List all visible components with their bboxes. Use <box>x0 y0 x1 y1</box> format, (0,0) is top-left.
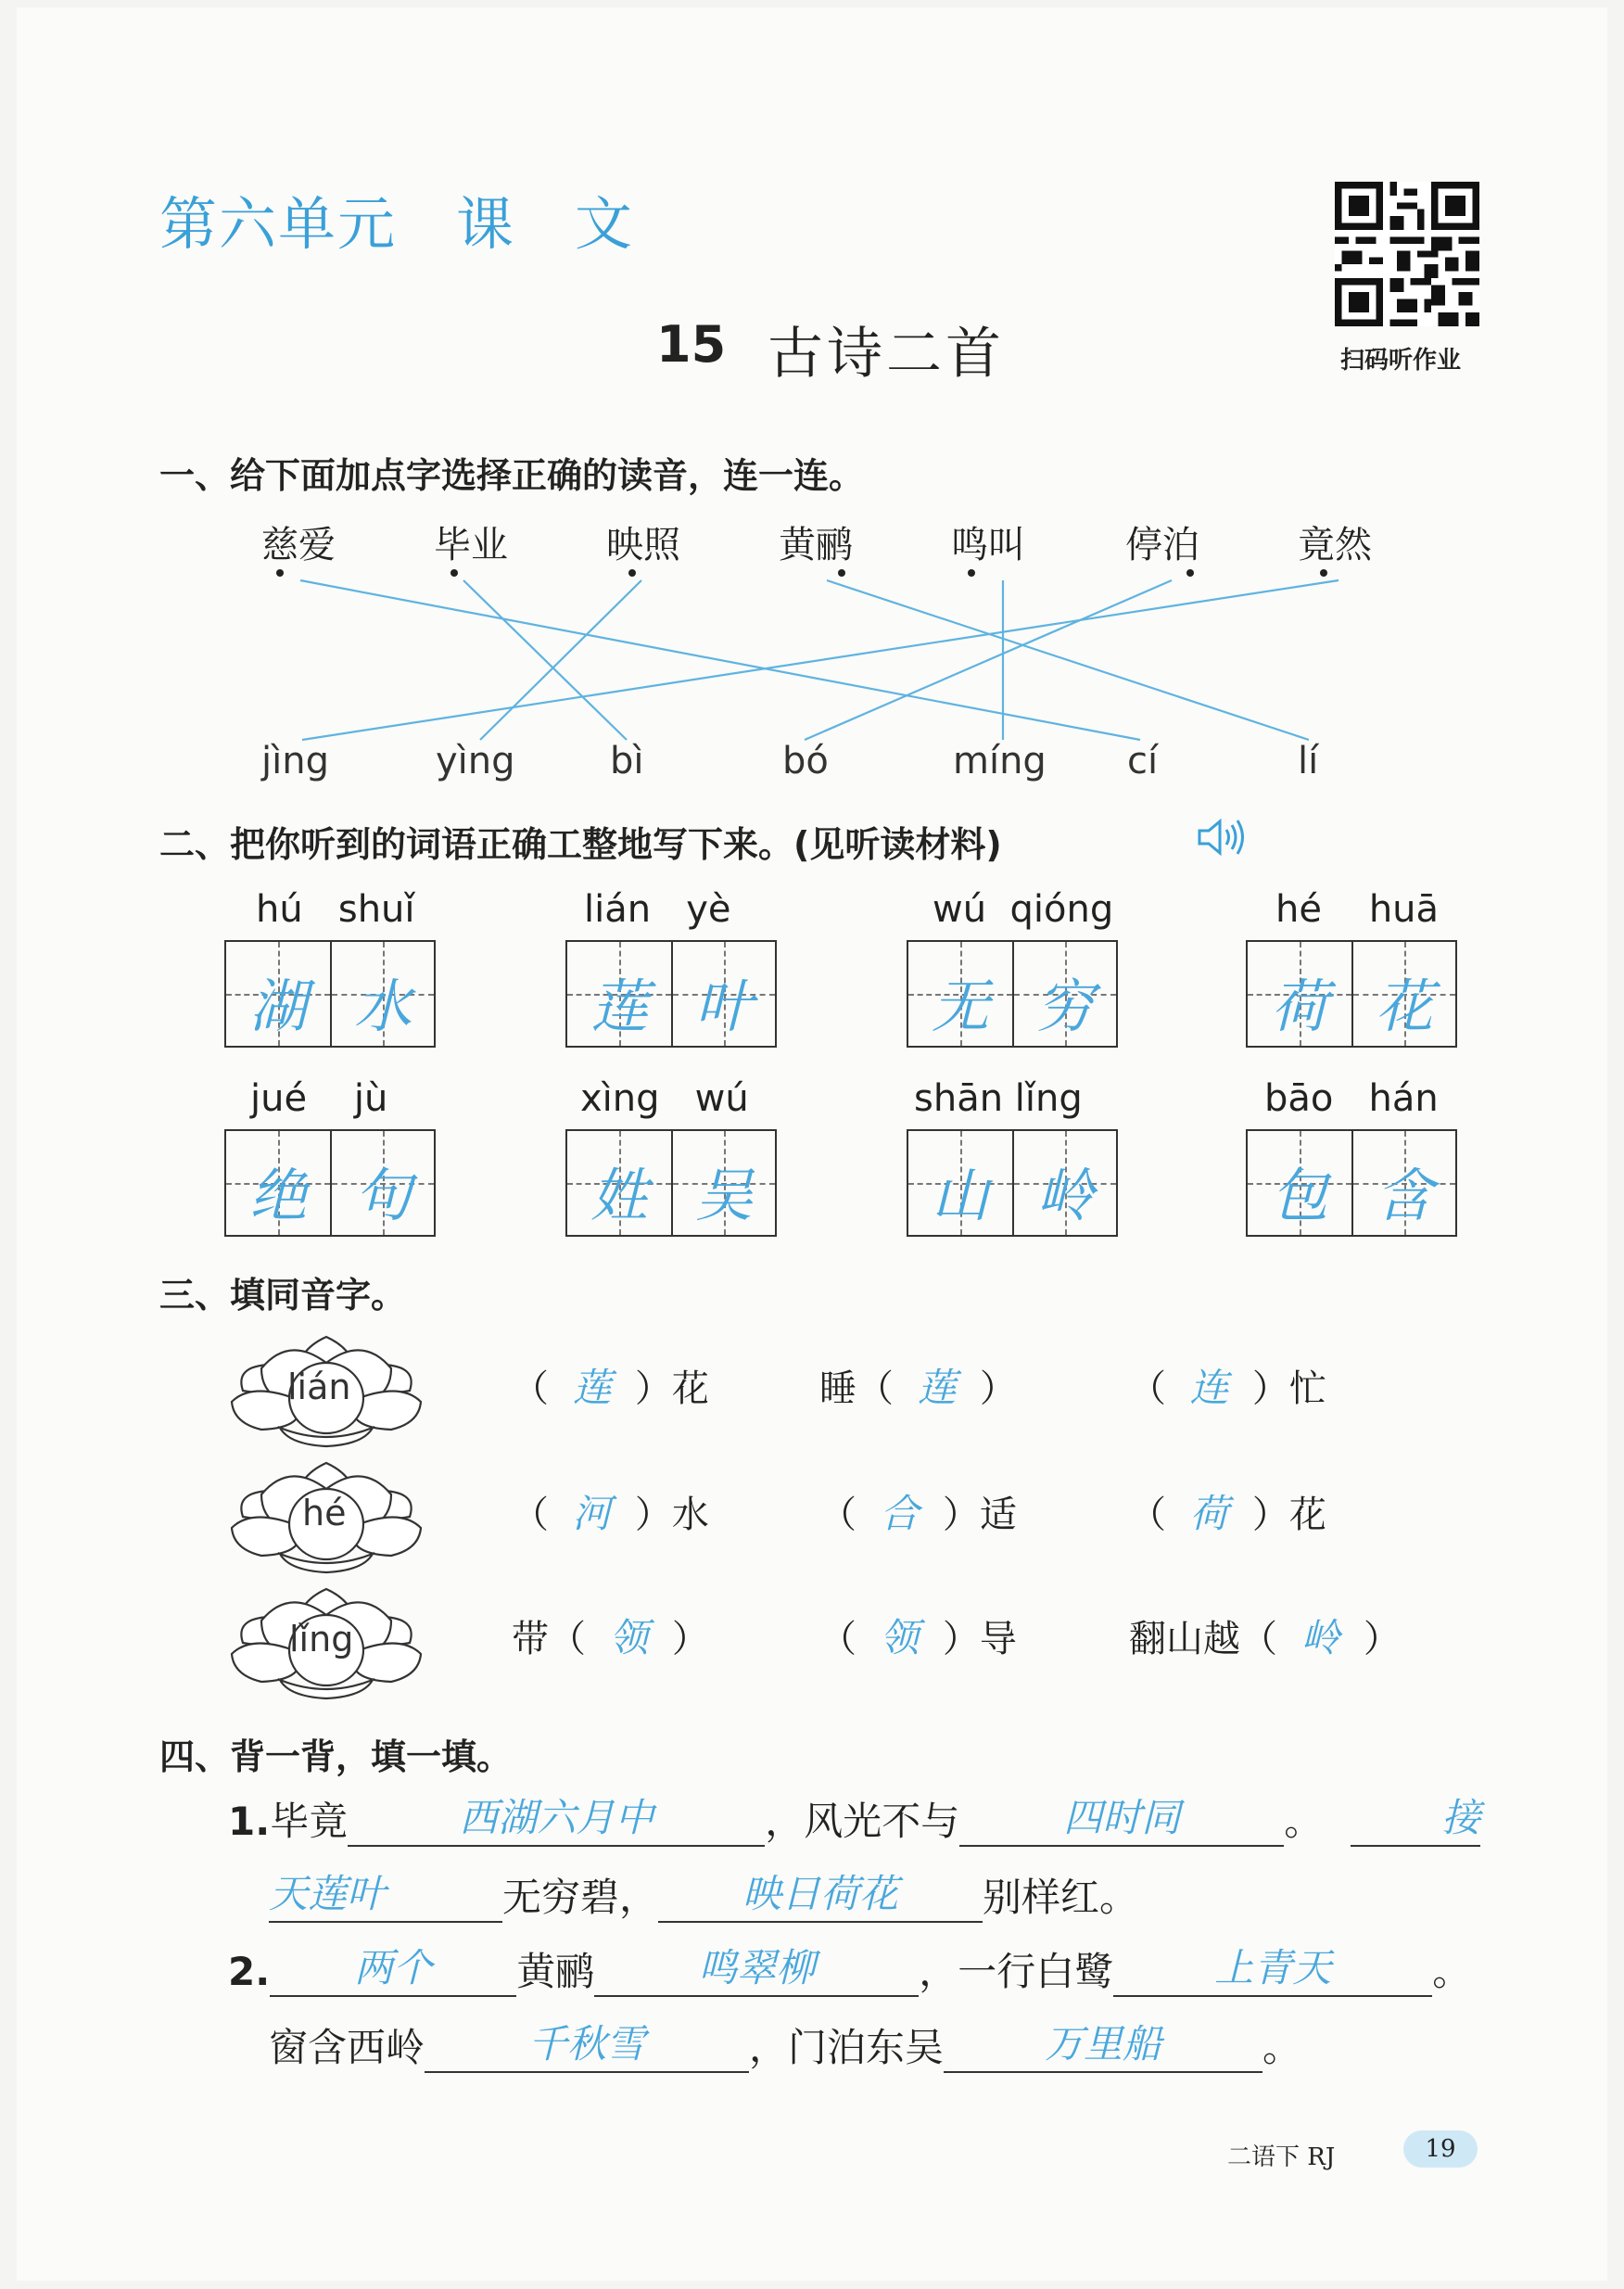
answer-blank[interactable]: 鸣翠柳 <box>594 1941 919 1997</box>
lesson-number: 15 <box>656 315 727 374</box>
writing-cells[interactable] <box>907 940 1118 1048</box>
blank-item: （ 莲 ）花 <box>512 1365 709 1410</box>
question-number: 1. <box>228 1799 271 1844</box>
blank-item: 翻山越（ 岭 ） <box>1129 1615 1401 1660</box>
section3-title: 三、填同音字。 <box>159 1275 407 1316</box>
emphasis-dots <box>276 569 1327 577</box>
flower-pinyin: lǐng <box>289 1619 354 1660</box>
answer-char: 荷 <box>1270 973 1328 1040</box>
flower-pinyin: hé <box>302 1493 347 1533</box>
answer-char: 含 <box>1375 1162 1433 1229</box>
question-number: 2. <box>228 1949 271 1994</box>
book-label: 二语下 RJ <box>1227 2143 1336 2171</box>
pinyin-2: yìng <box>436 740 515 782</box>
lesson-title: 古诗二首 <box>768 322 1005 387</box>
poem1-line2: 天莲叶 无穷碧， 映日荷花 别样红。 <box>269 1867 1138 1923</box>
answer-char: 姓 <box>590 1162 648 1229</box>
grid-pinyin: bāo hán <box>1264 1077 1439 1120</box>
answer-fill[interactable]: 领 <box>609 1615 649 1660</box>
answer-blank[interactable]: 两个 <box>270 1941 516 1997</box>
unit-title: 第六单元 课 文 <box>159 190 635 258</box>
answer-blank[interactable]: 天莲叶 <box>269 1867 502 1923</box>
writing-cells[interactable] <box>1246 940 1457 1048</box>
answer-blank[interactable]: 接 <box>1351 1791 1480 1847</box>
line-bo <box>805 580 1172 740</box>
blank-item: 带（ 领 ） <box>512 1615 709 1660</box>
blank-item: 睡（ 莲 ） <box>819 1365 1017 1410</box>
writing-cells[interactable] <box>224 1129 436 1237</box>
answer-fill[interactable]: 合 <box>880 1491 920 1536</box>
line-ci <box>300 580 1140 740</box>
pinyin-4: bó <box>782 740 829 782</box>
pinyin-3: bì <box>610 740 644 782</box>
answer-fill[interactable]: 莲 <box>572 1365 612 1410</box>
word-2: 毕业 <box>434 524 508 566</box>
poem2-line2: 窗含西岭 千秋雪 ，门泊东吴 万里船 。 <box>269 2017 1301 2073</box>
answer-blank[interactable]: 万里船 <box>944 2017 1262 2073</box>
line-ying <box>480 580 641 740</box>
answer-char: 无 <box>931 973 989 1040</box>
answer-fill[interactable]: 连 <box>1189 1365 1229 1410</box>
poem1-line1: 1.毕竟 西湖六月中 ，风光不与 四时同 。 接 <box>228 1791 1480 1847</box>
blank-item: （ 河 ）水 <box>512 1491 709 1536</box>
writing-cells[interactable] <box>565 940 777 1048</box>
answer-char: 莲 <box>590 973 648 1040</box>
line-jing <box>302 580 1339 740</box>
answer-fill[interactable]: 河 <box>572 1491 612 1536</box>
blank-item: （ 连 ）忙 <box>1129 1365 1326 1410</box>
writing-cells[interactable] <box>224 940 436 1048</box>
answer-char: 水 <box>353 973 412 1040</box>
grid-pinyin: jué jù <box>250 1077 388 1120</box>
speaker-icon[interactable] <box>1196 816 1248 858</box>
pinyin-5: míng <box>953 740 1047 782</box>
word-3: 映照 <box>606 524 680 566</box>
answer-fill[interactable]: 莲 <box>917 1365 957 1410</box>
answer-char: 叶 <box>694 973 753 1040</box>
section4-title: 四、背一背，填一填。 <box>159 1736 513 1777</box>
blank-item: （ 荷 ）花 <box>1129 1491 1326 1536</box>
line-li <box>827 580 1309 740</box>
writing-cells[interactable] <box>907 1129 1118 1237</box>
section2-title: 二、把你听到的词语正确工整地写下来。(见听读材料) <box>159 824 1002 865</box>
answer-fill[interactable]: 领 <box>880 1615 920 1660</box>
answer-char: 包 <box>1270 1162 1328 1229</box>
answer-char: 句 <box>353 1162 412 1229</box>
answer-char: 穷 <box>1035 973 1094 1040</box>
answer-blank[interactable]: 上青天 <box>1113 1941 1432 1997</box>
grid-pinyin: hé huā <box>1275 888 1440 931</box>
word-4: 黄鹂 <box>779 524 853 566</box>
answer-blank[interactable]: 西湖六月中 <box>348 1791 765 1847</box>
word-5: 鸣叫 <box>951 524 1025 566</box>
answer-fill[interactable]: 荷 <box>1189 1491 1229 1536</box>
pinyin-6: cí <box>1127 740 1159 782</box>
section1-title: 一、给下面加点字选择正确的读音，连一连。 <box>159 455 865 496</box>
writing-cells[interactable] <box>565 1129 777 1237</box>
poem2-line1: 2. 两个 黄鹂 鸣翠柳 ，一行白鹭 上青天 。 <box>228 1941 1471 1997</box>
grid-pinyin: shān lǐng <box>914 1077 1083 1120</box>
grid-pinyin: xìng wú <box>580 1077 749 1120</box>
pinyin-7: lí <box>1298 740 1319 782</box>
flower-pinyin: lián <box>287 1367 351 1407</box>
answer-char: 绝 <box>248 1162 307 1229</box>
line-bi <box>463 580 627 740</box>
word-6: 停泊 <box>1125 524 1199 566</box>
blank-item: （ 合 ）适 <box>819 1491 1017 1536</box>
answer-char: 湖 <box>248 973 307 1040</box>
pinyin-1: jìng <box>261 740 329 782</box>
word-7: 竟然 <box>1298 524 1372 566</box>
qr-label: 扫码听作业 <box>1340 347 1462 375</box>
grid-pinyin: hú shuǐ <box>256 888 415 931</box>
answer-blank[interactable]: 四时同 <box>959 1791 1284 1847</box>
writing-cells[interactable] <box>1246 1129 1457 1237</box>
grid-pinyin: lián yè <box>584 888 731 931</box>
answer-char: 岭 <box>1035 1162 1094 1229</box>
answer-fill[interactable]: 岭 <box>1300 1615 1340 1660</box>
answer-blank[interactable]: 千秋雪 <box>425 2017 749 2073</box>
matching-lines <box>0 0 1624 797</box>
answer-blank[interactable]: 映日荷花 <box>658 1867 983 1923</box>
word-1: 慈爱 <box>261 524 336 566</box>
page-number: 19 <box>1403 2130 1478 2168</box>
answer-char: 花 <box>1375 973 1433 1040</box>
blank-item: （ 领 ）导 <box>819 1615 1017 1660</box>
answer-char: 山 <box>931 1162 989 1229</box>
grid-pinyin: wú qióng <box>933 888 1114 931</box>
answer-char: 吴 <box>694 1162 753 1229</box>
